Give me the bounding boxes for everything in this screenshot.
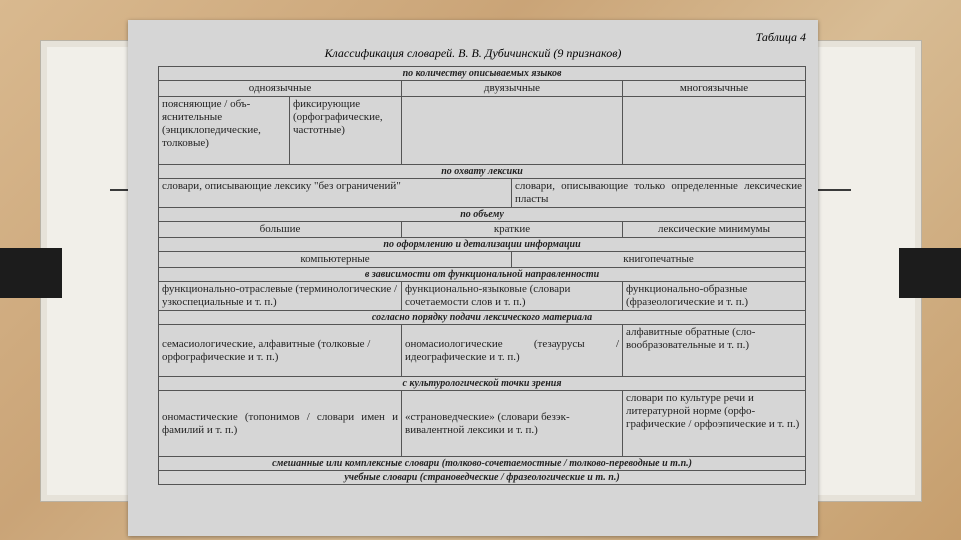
section-header: учебные словари (страноведческие / фразеологические и т. п.) bbox=[159, 471, 806, 485]
section-header: по количеству описываемых языков bbox=[159, 67, 806, 81]
table-cell: функционально-отраслевые (терминологические / узкоспециальные и т. п.) bbox=[159, 282, 402, 311]
section-header: согласно порядку подачи лексического материала bbox=[159, 311, 806, 325]
table-cell bbox=[623, 97, 806, 165]
section-header: в зависимости от функциональной направленности bbox=[159, 268, 806, 282]
table-cell: функционально-образные (фразеологические и т. п.) bbox=[623, 282, 806, 311]
table-cell: компьютерные bbox=[159, 252, 512, 268]
table-cell: алфавитные обратные (словообразовательные и т. п.) bbox=[623, 325, 806, 377]
section-header: по охвату лексики bbox=[159, 165, 806, 179]
table-row bbox=[159, 165, 806, 179]
table-row bbox=[159, 391, 806, 457]
table-row bbox=[159, 325, 806, 377]
table-cell: фиксирующие (орфографические, частотные) bbox=[290, 97, 402, 165]
table-cell: словари, описывающие только определенные лексические пласты bbox=[512, 179, 806, 208]
table-row bbox=[159, 457, 806, 471]
left-tab bbox=[0, 248, 62, 298]
table-cell: одноязычные bbox=[159, 81, 402, 97]
table-row bbox=[159, 67, 806, 81]
table-row bbox=[159, 311, 806, 325]
table-cell: семасиологические, алфавитные (толковые / орфографические и т. п.) bbox=[159, 325, 402, 377]
table-row bbox=[159, 222, 806, 238]
table-row bbox=[159, 97, 806, 165]
table-row bbox=[159, 81, 806, 97]
table-cell: словари, описывающие лексику "без ограничений" bbox=[159, 179, 512, 208]
table-cell: ономасиологические (тезаурусы / идеографические и т. п.) bbox=[402, 325, 623, 377]
classification-table bbox=[158, 66, 806, 485]
table-row bbox=[159, 238, 806, 252]
table-cell: функционально-языковые (словари сочетаемости слов и т. п.) bbox=[402, 282, 623, 311]
table-number: Таблица 4 bbox=[755, 30, 806, 44]
table-row bbox=[159, 252, 806, 268]
table-cell: ономастические (топонимов / словари имен и фамилий и т. п.) bbox=[159, 391, 402, 457]
table-title: Классификация словарей. В. В. Дубичинский (9 признаков) bbox=[324, 46, 622, 60]
table-row bbox=[159, 282, 806, 311]
table-cell: краткие bbox=[402, 222, 623, 238]
table-cell: многоязычные bbox=[623, 81, 806, 97]
section-header: по объему bbox=[159, 208, 806, 222]
section-header: по оформлению и детализации информации bbox=[159, 238, 806, 252]
table-cell bbox=[402, 97, 623, 165]
table-row bbox=[159, 268, 806, 282]
table-cell: книгопечатные bbox=[512, 252, 806, 268]
table-cell: поясняющие / объяснительные (энциклопедические, толковые) bbox=[159, 97, 290, 165]
table-cell: большие bbox=[159, 222, 402, 238]
document-page bbox=[128, 20, 818, 536]
table-row bbox=[159, 471, 806, 485]
right-tab bbox=[899, 248, 961, 298]
section-header: смешанные или комплексные словари (толково-сочетаемостные / толково-переводные и т.п.) bbox=[159, 457, 806, 471]
table-row bbox=[159, 377, 806, 391]
section-header: с культурологической точки зрения bbox=[159, 377, 806, 391]
table-row bbox=[159, 208, 806, 222]
table-cell: двуязычные bbox=[402, 81, 623, 97]
table-row bbox=[159, 179, 806, 208]
table-cell: лексические минимумы bbox=[623, 222, 806, 238]
table-cell: «страноведческие» (словари безэквивалентной лексики и т. п.) bbox=[402, 391, 623, 457]
table-cell: словари по культуре речи и литературной норме (орфографические / орфоэпические и т. п.) bbox=[623, 391, 806, 457]
